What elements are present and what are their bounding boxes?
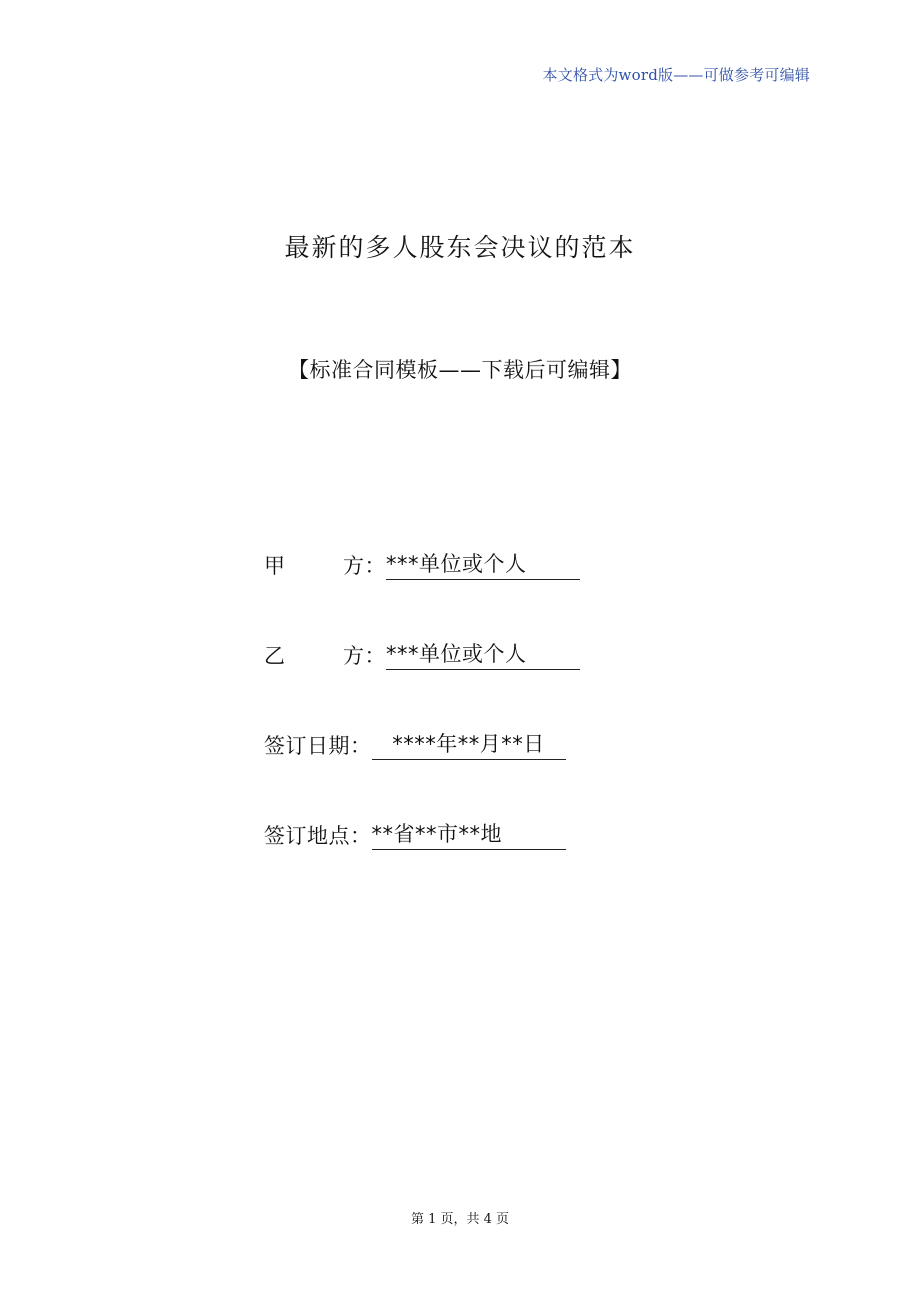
sign-place-label: 签订地点：: [264, 824, 372, 848]
sign-date-row: [264, 720, 566, 760]
party-a-value: ***单位或个人: [386, 548, 580, 580]
sign-place-value: **省**市**地: [372, 818, 566, 850]
party-a-label-char-1: 甲: [264, 554, 286, 578]
document-subtitle: 【标准合同模板——下载后可编辑】: [288, 358, 632, 382]
party-b-label-char-1: 乙: [264, 644, 286, 668]
header-note: 本文格式为word版——可做参考可编辑: [542, 66, 810, 84]
party-b-row: [264, 630, 580, 670]
party-a-label-char-2: 方：: [343, 554, 386, 578]
page-footer: 第 1 页，共 4 页: [410, 1212, 510, 1227]
document-title: 最新的多人股东会决议的范本: [284, 233, 636, 262]
party-a-label: [264, 550, 386, 580]
sign-date-value: ****年**月**日: [372, 728, 566, 760]
sign-date-label: 签订日期：: [264, 734, 372, 758]
party-a-row: [264, 540, 580, 580]
party-b-label: [264, 640, 386, 670]
party-b-label-char-2: 方：: [343, 644, 386, 668]
sign-place-row: [264, 810, 566, 850]
party-b-value: ***单位或个人: [386, 638, 580, 670]
